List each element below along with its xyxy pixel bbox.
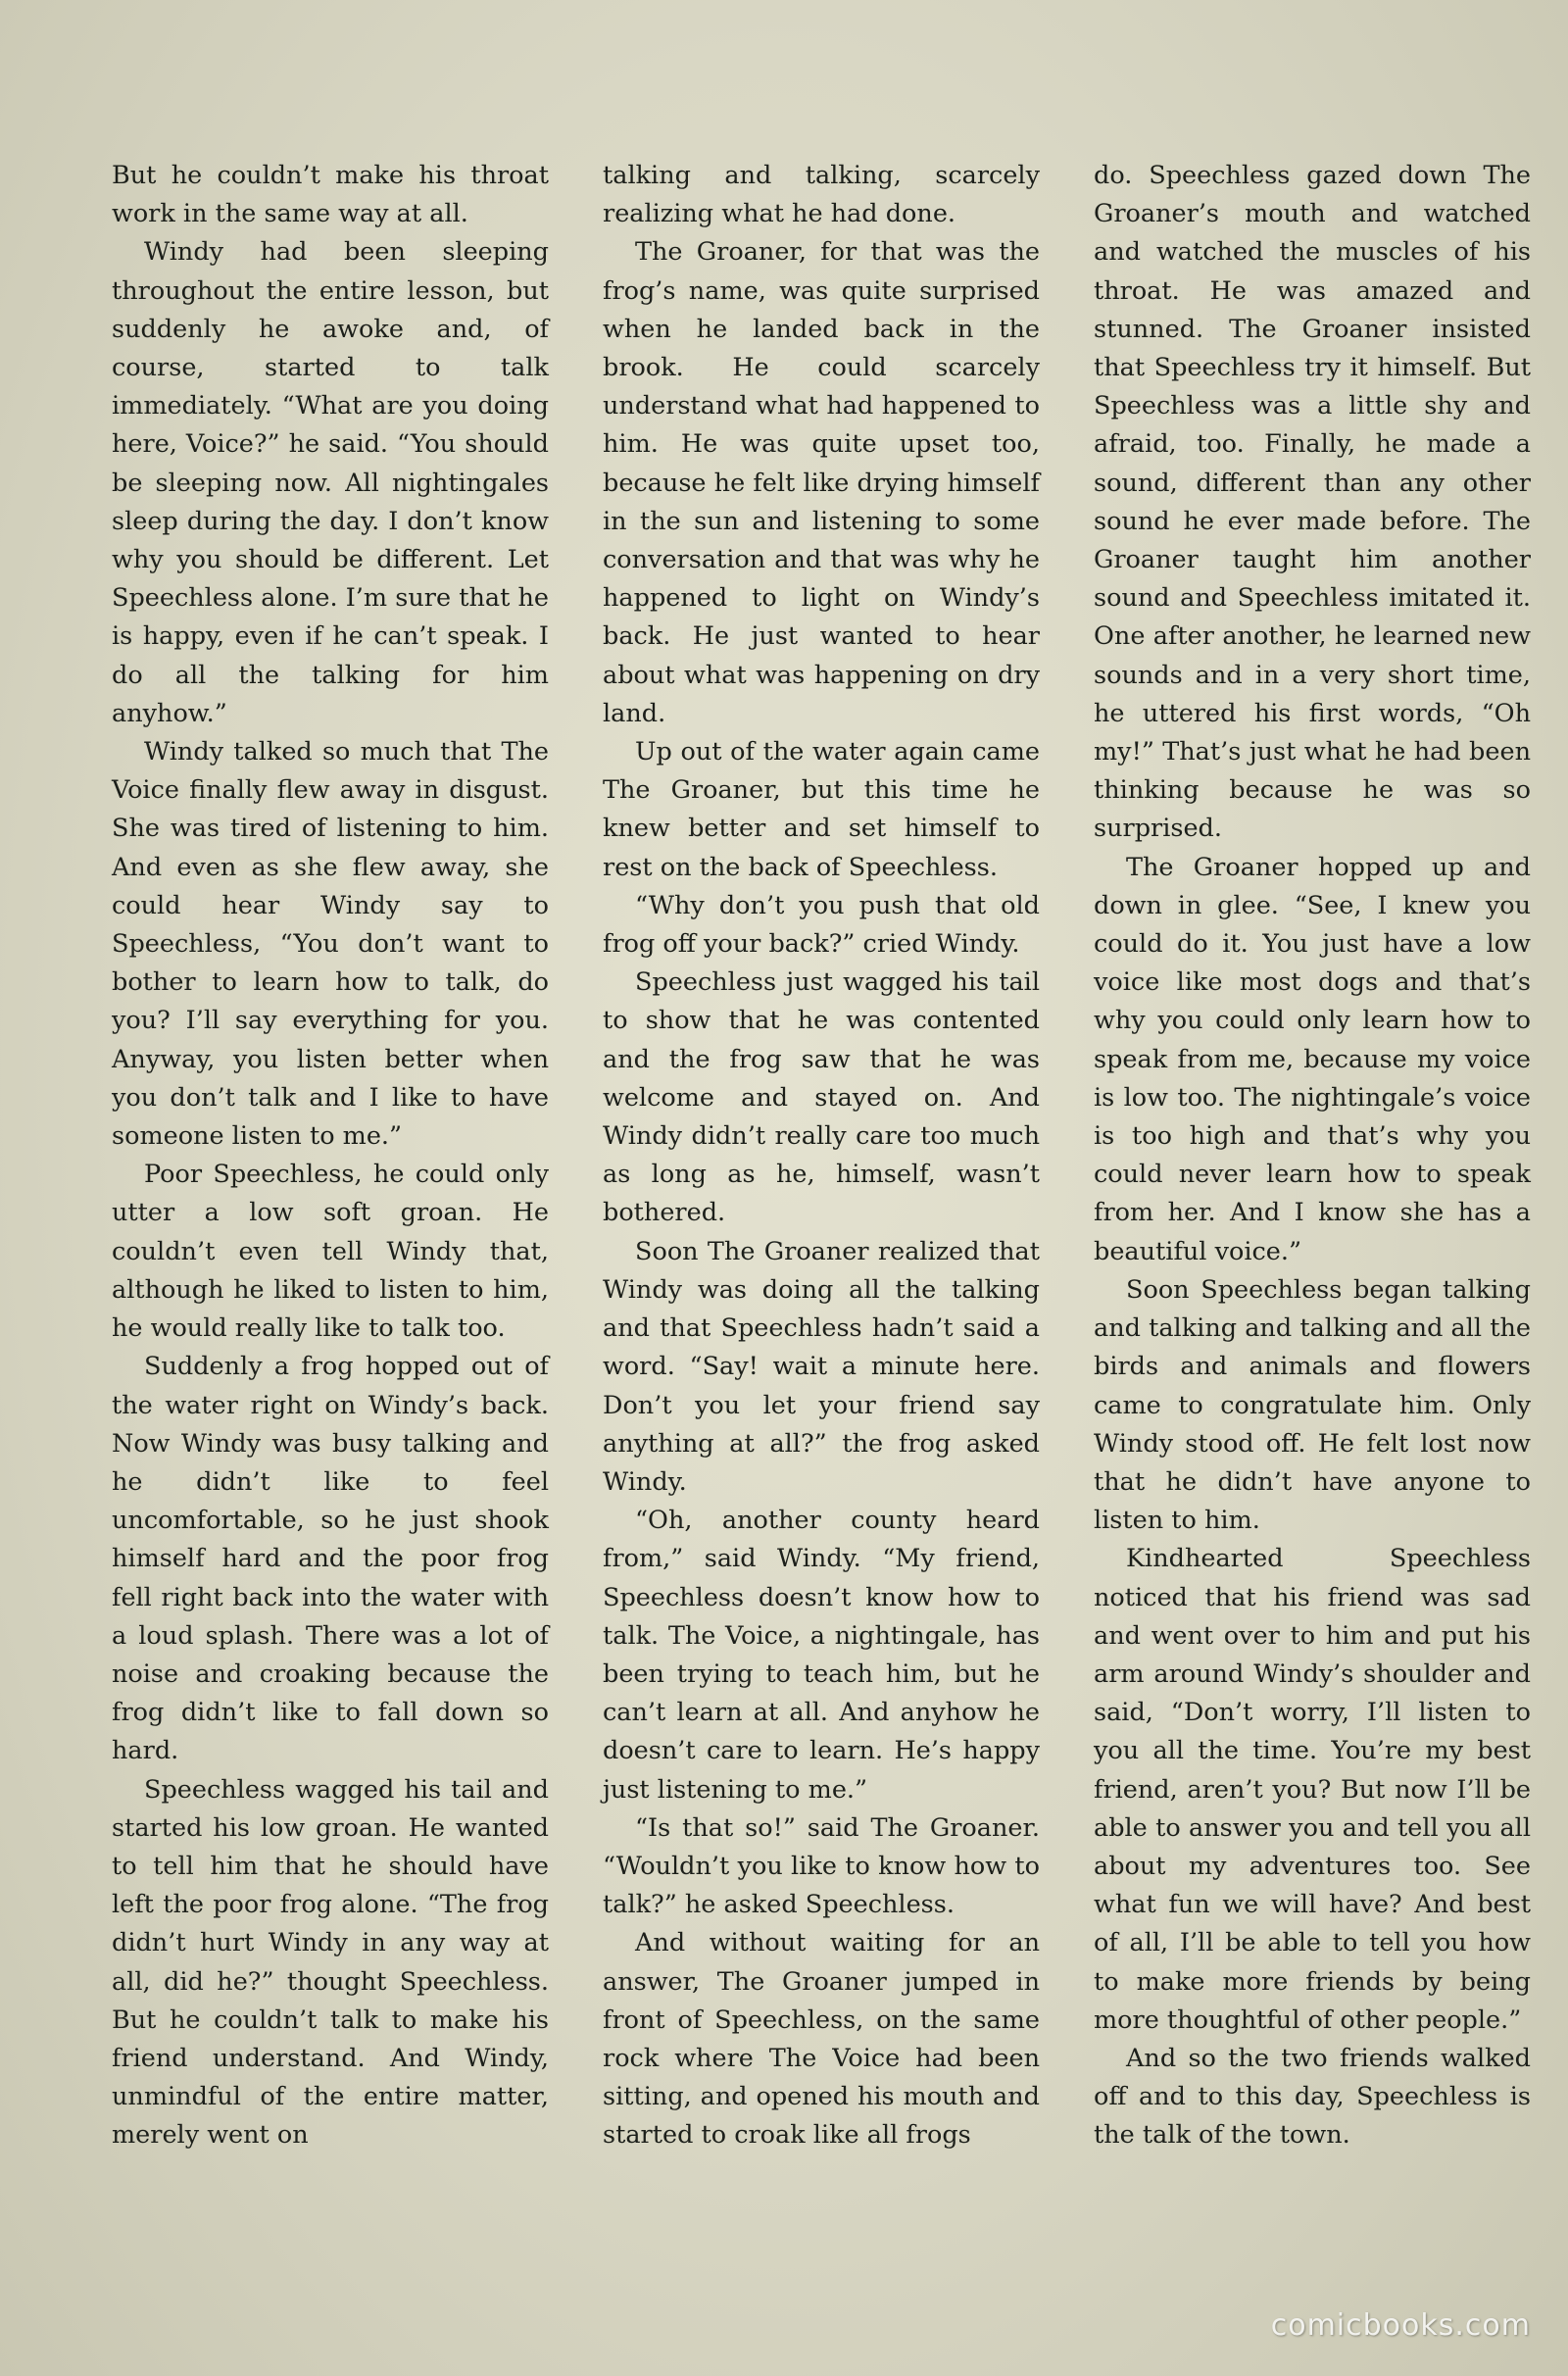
paragraph: The Groaner, for that was the frog’s name, was quite surprised when he landed back in the brook. He could scarcely understand what had happened to him. He was quite upset too, because he felt like drying himself in the sun and listening to some conversation and that was why he happened to light on Windy’s back. He just wanted to hear about what was happening on dry land.: [603, 237, 1040, 728]
column-3: [1094, 157, 1531, 2155]
paragraph: But he couldn’t make his throat work in the same way at all.: [112, 161, 549, 229]
paragraph: Poor Speechless, he could only utter a low soft groan. He couldn’t even tell Windy that, although he liked to listen to him, he would really like to talk too.: [112, 1160, 549, 1344]
paragraph: Speechless wagged his tail and started his low groan. He wanted to tell him that he should have left the poor frog alone. “The frog didn’t hurt Windy in any way at all, did he?” thought Speechless. But he couldn’t talk to make his friend understand. And Windy, unmindful of the entire matter, merely went on: [112, 1774, 549, 2151]
column-1: [112, 157, 549, 2155]
paragraph: do. Speechless gazed down The Groaner’s mouth and watched and watched the muscles of his throat. He was amazed and stunned. The Groaner insisted that Speechless try it himself. But Speechless was a little shy and afraid, too. Finally, he made a sound, different than any other sound he ever made before. The Groaner taught him another sound and Speechless imitated it. One after another, he learned new sounds and in a very short time, he uttered his first words, “Oh my!” That’s just what he had been thinking because he was so surprised.: [1094, 161, 1531, 844]
column-2: [603, 157, 1040, 2155]
paragraph: The Groaner hopped up and down in glee. “See, I knew you could do it. You just have a low voice like most dogs and that’s why you could only learn how to speak from me, because my voice is low too. The nightingale’s voice is too high and that’s why you could never learn how to speak from her. And I know she has a beautiful voice.”: [1094, 852, 1531, 1266]
paragraph: Up out of the water again came The Groaner, but this time he knew better and set himself to rest on the back of Speechless.: [603, 737, 1040, 882]
paragraph: Speechless just wagged his tail to show that he was contented and the frog saw that he was welcome and stayed on. And Windy didn’t really care too much as long as he, himself, wasn’t bothered.: [603, 967, 1040, 1228]
paragraph: Suddenly a frog hopped out of the water right on Windy’s back. Now Windy was busy talking and he didn’t like to feel uncomfortable, so he just shook himself hard and the poor frog fell right back into the water with a loud splash. There was a lot of noise and croaking because the frog didn’t like to fall down so hard.: [112, 1352, 549, 1766]
paragraph: Windy had been sleeping throughout the entire lesson, but suddenly he awoke and, of course, started to talk immediately. “What are you doing here, Voice?” he said. “You should be sleeping now. All nightingales sleep during the day. I don’t know why you should be different. Let Speechless alone. I’m sure that he is happy, even if he can’t speak. I do all the talking for him anyhow.”: [112, 237, 549, 728]
paragraph: And without waiting for an answer, The Groaner jumped in front of Speechless, on the same rock where The Voice had been sitting, and opened his mouth and started to croak like all frogs: [603, 1928, 1040, 2151]
paragraph: And so the two friends walked off and to this day, Speechless is the talk of the town.: [1094, 2043, 1531, 2151]
paragraph: talking and talking, scarcely realizing what he had done.: [603, 161, 1040, 229]
paragraph: Windy talked so much that The Voice finally flew away in disgust. She was tired of listening to him. And even as she flew away, she could hear Windy say to Speechless, “You don’t want to bother to learn how to talk, do you? I’ll say everything for you. Anyway, you listen better when you don’t talk and I like to have someone listen to me.”: [112, 737, 549, 1152]
paragraph: “Why don’t you push that old frog off your back?” cried Windy.: [603, 890, 1040, 960]
paragraph: Kindhearted Speechless noticed that his friend was sad and went over to him and put his arm around Windy’s shoulder and said, “Don’t worry, I’ll listen to you all the time. You’re my best friend, aren’t you? But now I’ll be able to answer you and tell you all about my adventures too. See what fun we will have? And best of all, I’ll be able to tell you how to make more friends by being more thoughtful of other people.”: [1094, 1544, 1531, 2035]
paragraph: “Is that so!” said The Groaner. “Wouldn’t you like to know how to talk?” he asked Speechless.: [603, 1812, 1040, 1920]
site-watermark: comicbooks.com: [1270, 2308, 1531, 2343]
paragraph: “Oh, another county heard from,” said Windy. “My friend, Speechless doesn’t know how to talk. The Voice, a nightingale, has been trying to teach him, but he can’t learn at all. And anyhow he doesn’t care to learn. He’s happy just listening to me.”: [603, 1506, 1040, 1805]
paragraph: Soon Speechless began talking and talking and talking and all the birds and animals and flowers came to congratulate him. Only Windy stood off. He felt lost now that he didn’t have anyone to listen to him.: [1094, 1274, 1531, 1536]
text-columns: [112, 157, 1531, 2155]
paragraph: Soon The Groaner realized that Windy was doing all the talking and that Speechless hadn’t said a word. “Say! wait a minute here. Don’t you let your friend say anything at all?” the frog asked Windy.: [603, 1236, 1040, 1497]
